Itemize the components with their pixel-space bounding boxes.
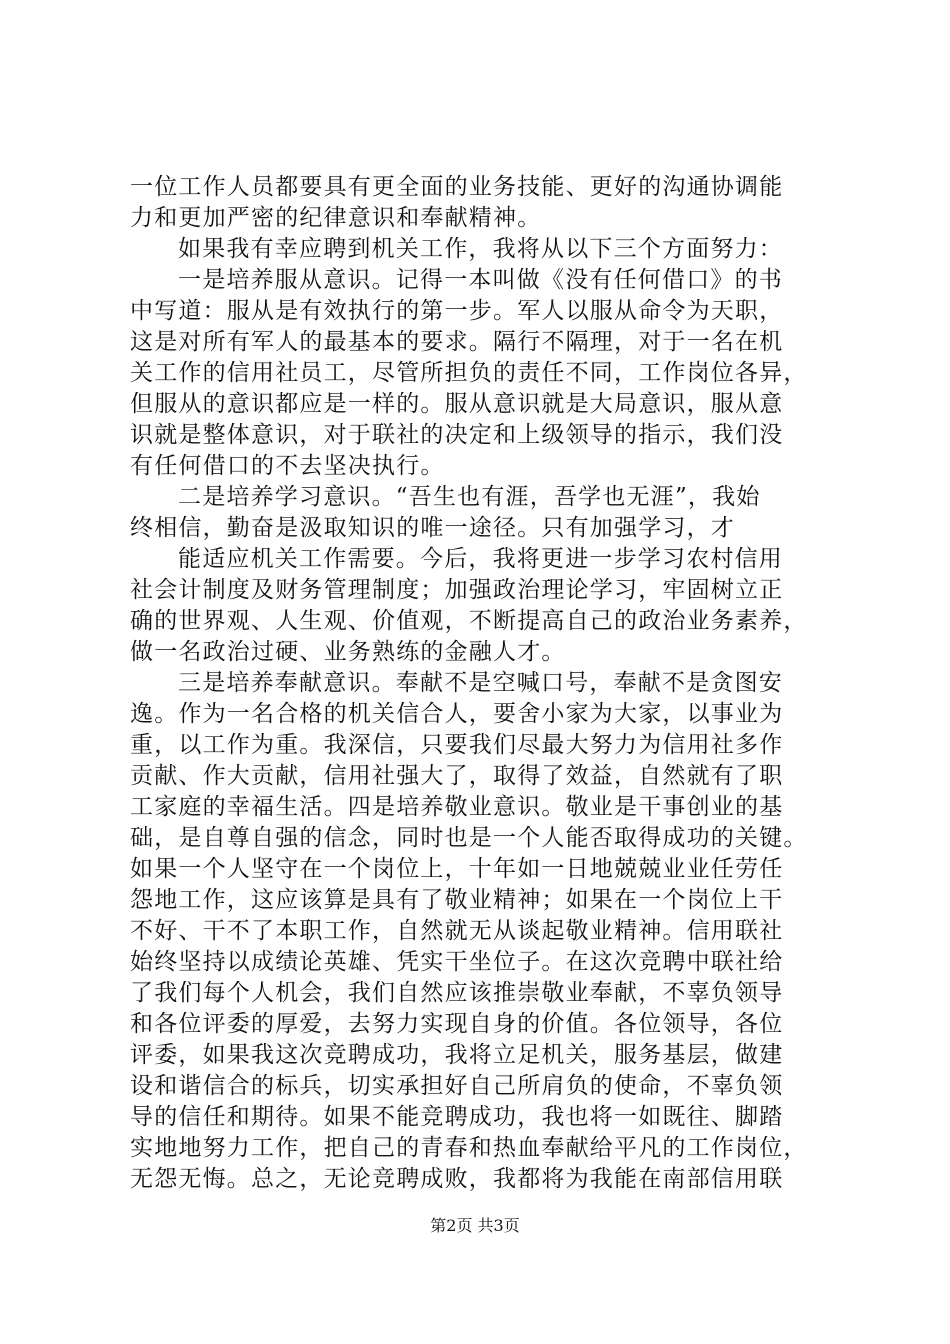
text-line: 重，以工作为重。我深信，只要我们尽最大努力为信用社多作 — [130, 732, 784, 758]
document-body — [130, 172, 830, 1195]
text-line: 做一名政治过硬、业务熟练的金融人才。 — [130, 639, 566, 665]
text-line: 有任何借口的不去坚决执行。 — [130, 453, 445, 479]
text-line: 二是培养学习意识。“吾生也有涯，吾学也无涯”，我始 — [178, 484, 761, 510]
text-line: 但服从的意识都应是一样的。服从意识就是大局意识，服从意 — [130, 391, 784, 417]
text-line: 一是培养服从意识。记得一本叫做《没有任何借口》的书 — [178, 267, 783, 293]
text-line: 终相信，勤奋是汲取知识的唯一途径。只有加强学习，才 — [130, 515, 735, 541]
text-line: 贡献、作大贡献，信用社强大了，取得了效益，自然就有了职 — [130, 763, 784, 789]
text-line: 这是对所有军人的最基本的要求。隔行不隔理，对于一名在机 — [130, 329, 784, 355]
text-line: 确的世界观、人生观、价值观，不断提高自己的政治业务素养， — [130, 608, 808, 634]
text-line: 评委，如果我这次竞聘成功，我将立足机关，服务基层，做建 — [130, 1042, 784, 1068]
page-number-label: 第2页 共3页 — [430, 1216, 520, 1235]
text-line: 不好、干不了本职工作，自然就无从谈起敬业精神。信用联社 — [130, 918, 784, 944]
text-line: 导的信任和期待。如果不能竞聘成功，我也将一如既往、脚踏 — [130, 1104, 784, 1130]
text-line: 三是培养奉献意识。奉献不是空喊口号，奉献不是贪图安 — [178, 670, 783, 696]
text-line: 识就是整体意识，对于联社的决定和上级领导的指示，我们没 — [130, 422, 784, 448]
text-line: 和各位评委的厚爱，去努力实现自身的价值。各位领导，各位 — [130, 1011, 784, 1037]
text-line: 中写道：服从是有效执行的第一步。军人以服从命令为天职， — [130, 298, 784, 324]
text-line: 实地地努力工作，把自己的青春和热血奉献给平凡的工作岗位， — [130, 1135, 808, 1161]
text-line: 如果我有幸应聘到机关工作，我将从以下三个方面努力： — [178, 236, 783, 262]
text-line: 逸。作为一名合格的机关信合人，要舍小家为大家，以事业为 — [130, 701, 784, 727]
text-line: 关工作的信用社员工，尽管所担负的责任不同，工作岗位各异， — [130, 360, 808, 386]
text-line: 能适应机关工作需要。今后，我将更进一步学习农村信用 — [178, 546, 783, 572]
page-footer — [0, 1216, 950, 1236]
text-line: 力和更加严密的纪律意识和奉献精神。 — [130, 205, 542, 231]
text-line: 社会计制度及财务管理制度；加强政治理论学习，牢固树立正 — [130, 577, 784, 603]
text-line: 工家庭的幸福生活。四是培养敬业意识。敬业是干事创业的基 — [130, 794, 784, 820]
text-line: 设和谐信合的标兵，切实承担好自己所肩负的使命，不辜负领 — [130, 1073, 784, 1099]
text-line: 始终坚持以成绩论英雄、凭实干坐位子。在这次竞聘中联社给 — [130, 949, 784, 975]
text-line: 了我们每个人机会，我们自然应该推崇敬业奉献，不辜负领导 — [130, 980, 784, 1006]
text-line: 无怨无悔。总之，无论竞聘成败，我都将为我能在南部信用联 — [130, 1166, 784, 1192]
text-line: 怨地工作，这应该算是具有了敬业精神；如果在一个岗位上干 — [130, 887, 784, 913]
text-line: 如果一个人坚守在一个岗位上，十年如一日地兢兢业业任劳任 — [130, 856, 784, 882]
text-line: 一位工作人员都要具有更全面的业务技能、更好的沟通协调能 — [130, 174, 784, 200]
text-line: 础，是自尊自强的信念，同时也是一个人能否取得成功的关键。 — [130, 825, 808, 851]
